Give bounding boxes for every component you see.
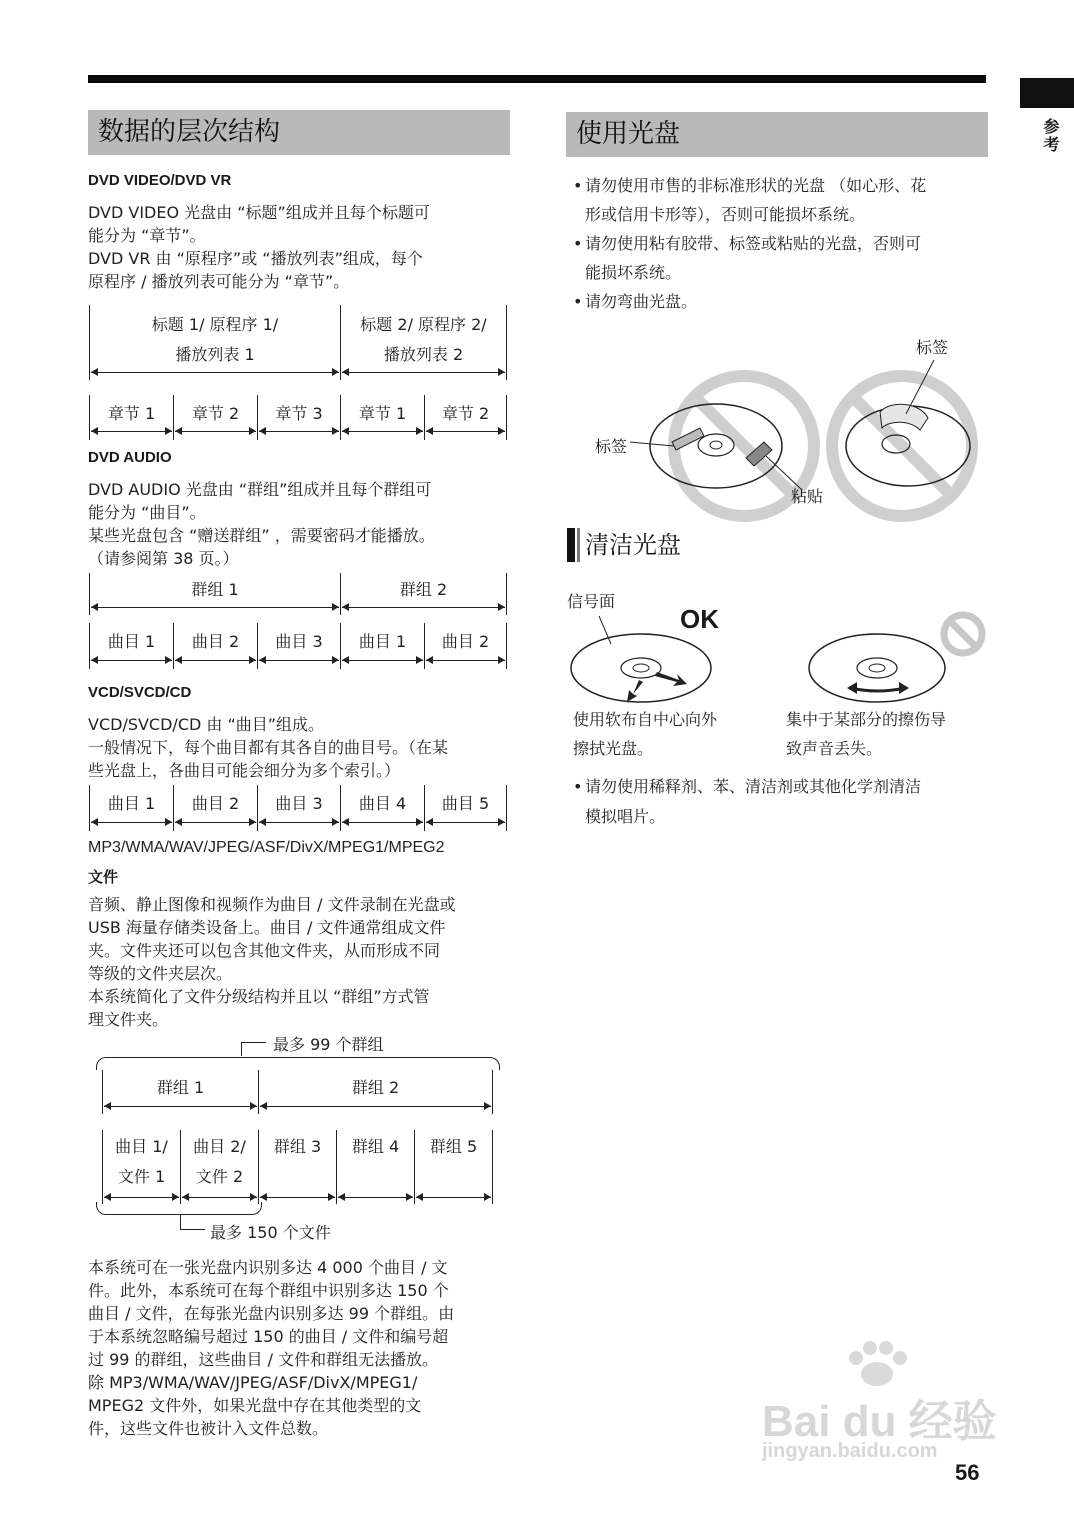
track-cell: 曲目 4 xyxy=(358,794,407,813)
mp3-text: 音频、静止图像和视频作为曲目 / 文件录制在光盘或 USB 海量存储类设备上。曲目 / 文件通常组成文件 夹。文件夹还可以包含其他文件夹，从而形成不同 等级的文件夹层次。 本系统简化了文件分级结构并且以 “群组”方式管 理文件夹。 xyxy=(88,895,456,1029)
group-cell: 群组 2 xyxy=(399,580,448,599)
track-cell: 曲目 2 xyxy=(191,794,240,813)
chapter-cell: 章节 3 xyxy=(275,404,323,423)
watermark-brand: Bai du 经验 xyxy=(762,1397,997,1446)
subheading-files: 文件 xyxy=(88,869,119,886)
paw-logo-icon xyxy=(842,1340,912,1390)
dvd-audio-text: DVD AUDIO 光盘由 “群组”组成并且每个群组可 能分为 “曲目”。 某些光盘包含 “赠送群组” ，需要密码才能播放。 （请参阅第 38 页。） xyxy=(88,480,435,568)
track-file-cell: 曲目 1/ 文件 1 xyxy=(115,1137,168,1186)
max-groups-label: 最多 99 个群组 xyxy=(273,1035,384,1054)
track-cell: 曲目 2 xyxy=(191,632,240,651)
dvd-video-text: DVD VIDEO 光盘由 “标题”组成并且每个标题可 能分为 “章节”。 DVD VR 由 “原程序”或 “播放列表”组成，每个 原程序 / 播放列表可能分为 “章节”。 xyxy=(88,203,430,291)
sticker-callout: 粘贴 xyxy=(791,487,824,506)
group-cell: 群组 3 xyxy=(273,1137,322,1156)
vcd-text: VCD/SVCD/CD 由 “曲目”组成。 一般情况下，每个曲目都有其各自的曲目号。（在某 些光盘上，各曲目可能会细分为多个索引。） xyxy=(88,715,449,780)
max-files-label: 最多 150 个文件 xyxy=(210,1223,331,1242)
side-tab xyxy=(1020,78,1074,108)
label-callout: 标签 xyxy=(916,338,949,357)
vcd-diagram xyxy=(88,785,508,833)
ok-label: OK xyxy=(680,604,719,634)
ok-caption: 使用软布自中心向外 擦拭光盘。 xyxy=(573,710,718,758)
prohibited-discs-illustration xyxy=(590,330,990,530)
prohibited-icon xyxy=(944,615,982,653)
side-label: 参考 xyxy=(1041,118,1060,154)
bullet-item: • 请勿使用粘有胶带、标签或粘贴的光盘，否则可 能损坏系统。 xyxy=(573,234,922,282)
chapter-cell: 章节 2 xyxy=(191,404,240,423)
label-callout: 标签 xyxy=(595,437,628,456)
dvd-video-diagram xyxy=(88,305,508,445)
dvd-audio-diagram xyxy=(88,573,508,673)
capacity-text: 本系统可在一张光盘内识别多达 4 000 个曲目 / 文 件。此外，本系统可在每个群组中识别多达 150 个 曲目 / 文件，在每张光盘内识别多达 99 个群组。由 于本系统忽略编号超过 150 的曲目 / 文件和编号超 过 99 的群组，这些曲目 / 文件和群组无法播放。 除 MP3/WMA/WAV/JPEG/ASF/DivX/MPEG1/ MPEG2 文件外，如果光盘中存在其他类型的文 件，这些文件也被计入文件总数。 xyxy=(88,1258,455,1438)
page-number: 56 xyxy=(955,1460,980,1485)
watermark-url: jingyan.baidu.com xyxy=(762,1440,938,1462)
group-cell: 群组 2 xyxy=(351,1078,400,1097)
bullet-item: • 请勿弯曲光盘。 xyxy=(573,292,698,311)
chapter-cell: 章节 2 xyxy=(441,404,490,423)
chapter-cell: 章节 1 xyxy=(107,404,156,423)
bent-disc-icon xyxy=(832,376,972,516)
group-cell: 群组 4 xyxy=(351,1137,400,1156)
subheading-dvd-video: DVD VIDEO/DVD VR xyxy=(88,172,232,189)
track-file-cell: 曲目 2/ 文件 2 xyxy=(193,1137,246,1186)
section-heading-data-structure: 数据的层次结构 xyxy=(88,110,510,155)
title-cell-2: 标题 2/ 原程序 2/ 播放列表 2 xyxy=(360,315,487,364)
group-cell: 群组 1 xyxy=(156,1078,205,1097)
track-cell: 曲目 2 xyxy=(441,632,490,651)
subheading-vcd: VCD/SVCD/CD xyxy=(88,684,192,701)
top-rule xyxy=(88,75,986,83)
track-cell: 曲目 3 xyxy=(275,794,323,813)
track-cell: 曲目 5 xyxy=(441,794,490,813)
track-cell: 曲目 1 xyxy=(107,794,156,813)
ng-disc-icon xyxy=(809,634,945,702)
subheading-mp3: MP3/WMA/WAV/JPEG/ASF/DivX/MPEG1/MPEG2 xyxy=(88,839,445,856)
track-cell: 曲目 1 xyxy=(107,632,156,651)
bullet-item: • 请勿使用市售的非标准形状的光盘 （如心形、花 形或信用卡形等），否则可能损坏系统。 xyxy=(573,176,927,224)
section-heading-disc-use: 使用光盘 xyxy=(566,112,988,157)
track-cell: 曲目 1 xyxy=(358,632,407,651)
ok-disc-icon xyxy=(571,616,711,702)
file-hierarchy-diagram xyxy=(88,1030,508,1250)
group-cell: 群组 5 xyxy=(429,1137,478,1156)
signal-side-label: 信号面 xyxy=(567,592,616,611)
chapter-cell: 章节 1 xyxy=(358,404,407,423)
group-cell: 群组 1 xyxy=(191,580,239,599)
ng-caption: 集中于某部分的擦伤导 致声音丢失。 xyxy=(786,710,947,758)
disc-with-tape-icon xyxy=(650,376,814,516)
subheading-dvd-audio: DVD AUDIO xyxy=(88,449,172,466)
track-cell: 曲目 3 xyxy=(275,632,323,651)
bullet-item: • 请勿使用稀释剂、苯、清洁剂或其他化学剂清洁 模拟唱片。 xyxy=(573,777,922,826)
title-cell-1: 标题 1/ 原程序 1/ 播放列表 1 xyxy=(151,315,279,364)
cleaning-illustration xyxy=(565,600,995,710)
